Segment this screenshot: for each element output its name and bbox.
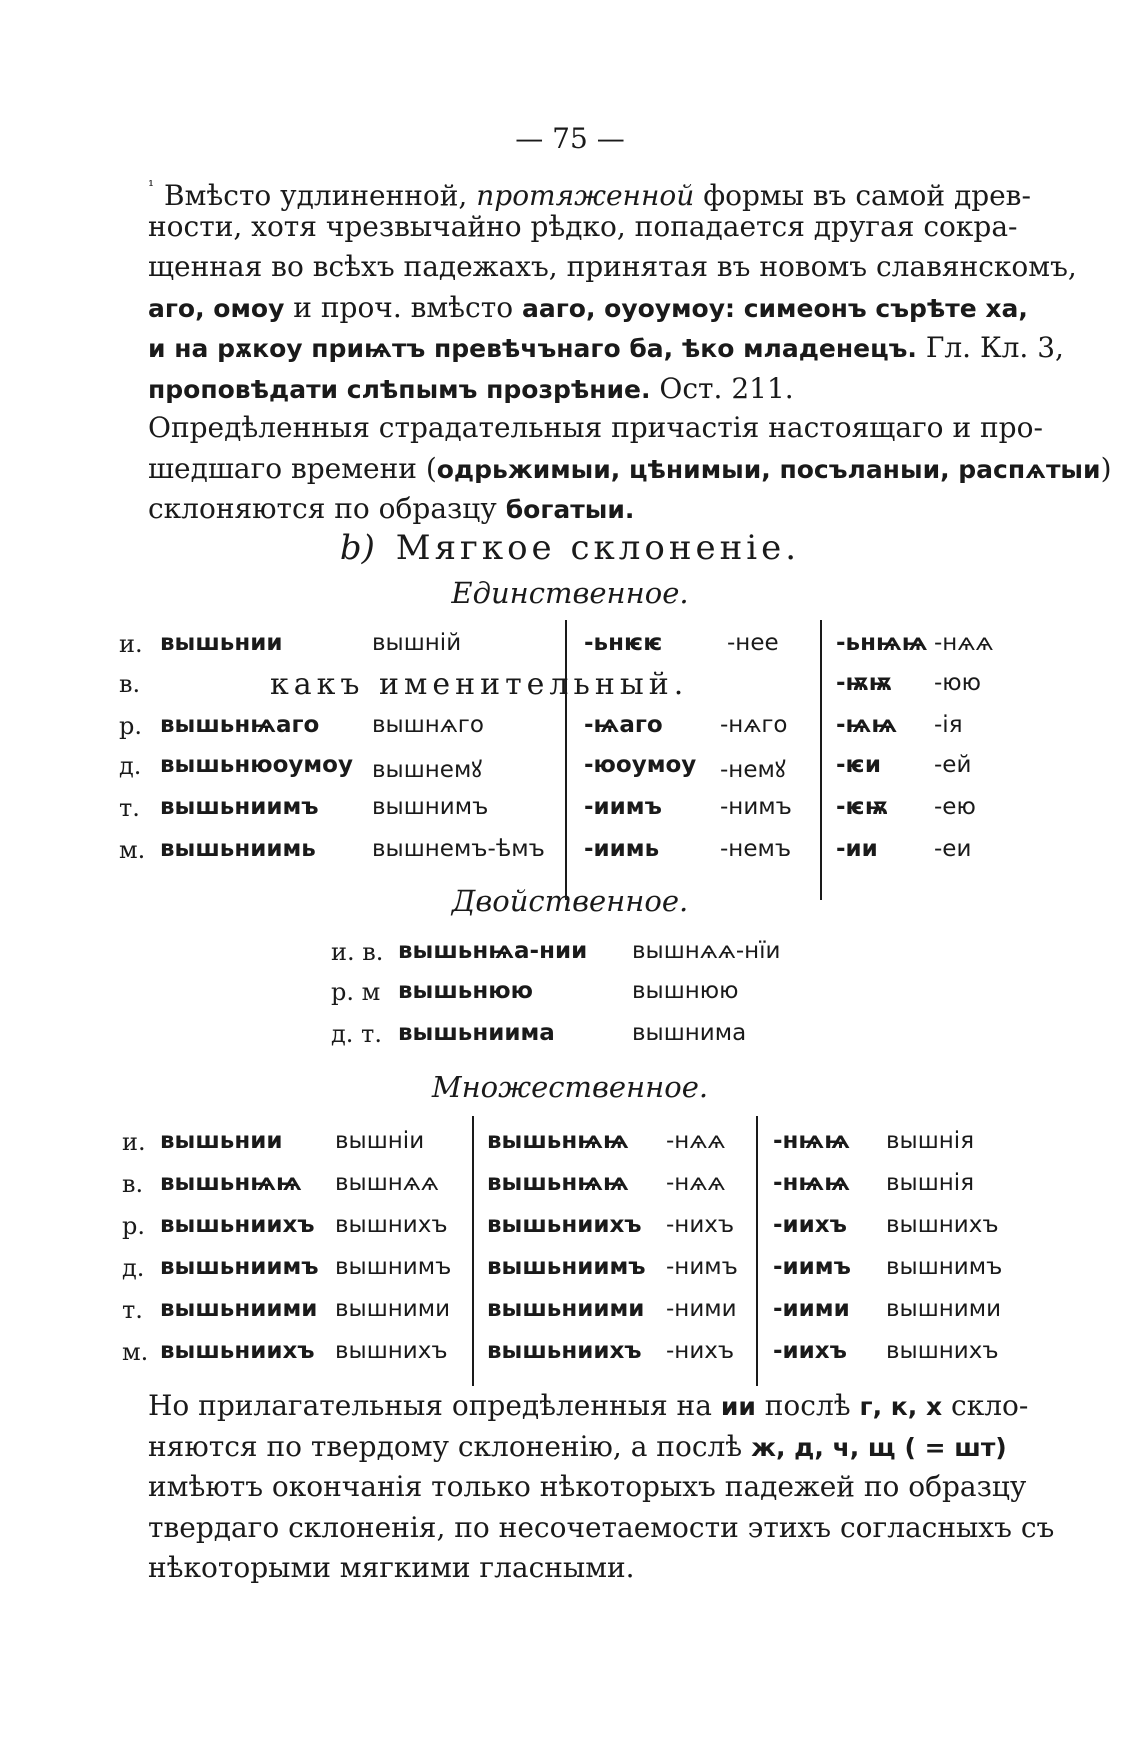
ending: -немꙋ: [720, 757, 786, 783]
modern-word: вышнѧѧ-нїи: [632, 938, 781, 964]
modern-word: вышнимa: [632, 1020, 747, 1046]
accusative-note: какъ именительный.: [270, 667, 689, 702]
modern-word: вышнихъ: [886, 1338, 999, 1364]
case-label: м.: [119, 836, 146, 864]
ending: -нѩѩ: [773, 1170, 851, 1196]
modern-word: вышними: [335, 1296, 451, 1322]
ending: -ѭѭ: [836, 670, 892, 696]
case-label: и.: [122, 1128, 146, 1156]
ending: -еи: [934, 836, 972, 862]
oldslav-word: вышьниимъ: [487, 1254, 646, 1280]
ending: -ія: [934, 712, 963, 738]
ending: -нихъ: [666, 1338, 735, 1364]
ending: -ѩаго: [584, 712, 663, 738]
case-label: р. м: [331, 978, 381, 1006]
ending: -ьнѩѩ: [836, 630, 928, 656]
case-label: д. т.: [331, 1020, 382, 1048]
ending: -нѩѩ: [773, 1128, 851, 1154]
ending: -ѥѭ: [836, 794, 889, 820]
oldslav-word: вышьнии: [160, 630, 283, 656]
ending: -ии: [836, 836, 878, 862]
ending: -иимь: [584, 836, 660, 862]
modern-word: вышніи: [335, 1128, 425, 1154]
table-divider: [565, 620, 567, 900]
oldslav-word: вышьниимъ: [160, 1254, 319, 1280]
section-title: b) Мягкое склоненіе.: [339, 528, 801, 568]
case-label: т.: [122, 1296, 143, 1324]
case-label: и. в.: [331, 938, 384, 966]
oldslav-word: вышьниими: [487, 1296, 645, 1322]
oldslav-word: вышьнии: [160, 1128, 283, 1154]
case-label: в.: [122, 1170, 144, 1198]
case-label: м.: [122, 1338, 149, 1366]
case-label: д.: [122, 1254, 145, 1282]
ending: -иихъ: [773, 1212, 847, 1238]
case-label: р.: [122, 1212, 145, 1240]
oldslav-word: вышьниихъ: [487, 1338, 642, 1364]
modern-word: вышнимъ: [886, 1254, 1003, 1280]
ending: -юю: [934, 670, 982, 696]
ending: -ѩѩ: [836, 712, 898, 738]
ending: -ними: [666, 1296, 737, 1322]
ending: -ѥи: [836, 752, 881, 778]
modern-word: вышнихъ: [886, 1212, 999, 1238]
ending: -нимъ: [666, 1254, 738, 1280]
table-divider: [756, 1116, 758, 1386]
modern-word: вышнѧѧ: [335, 1170, 439, 1196]
oldslav-word: вышьнѩѩ: [160, 1170, 302, 1196]
closing-paragraph: Но прилагательныя опредѣленныя на ии послѣ г, к, х скло- няются по твердому склоненію, а послѣ ж, д, ч, щ ( = шт) имѣютъ окончанія только нѣкоторыхъ падежей по образцу твердаго склоненія, по несочетаемости этихъ согласныхъ съ нѣкоторыми мягкими гласными.: [148, 1389, 1055, 1584]
ending: -иимъ: [773, 1254, 851, 1280]
modern-word: вышнихъ: [335, 1338, 448, 1364]
plural-heading: Множественное.: [431, 1070, 709, 1104]
case-label: и.: [119, 630, 143, 658]
ending: -юоумоу: [584, 752, 697, 778]
oldslav-word: вышьнѩѩ: [487, 1128, 629, 1154]
oldslav-word: вышьнѩѩ: [487, 1170, 629, 1196]
oldslav-word: вышьниихъ: [487, 1212, 642, 1238]
oldslav-word: вышьниихъ: [160, 1212, 315, 1238]
modern-word: вышнюю: [632, 978, 739, 1004]
table-divider: [820, 620, 822, 900]
modern-word: вышнемꙋ: [372, 757, 483, 783]
ending: -ей: [934, 752, 972, 778]
ending: -ьнѥѥ: [584, 630, 663, 656]
footnote-marker: ¹: [148, 177, 155, 195]
modern-word: вышній: [372, 630, 462, 656]
oldslav-word: вышьниимь: [160, 836, 316, 862]
ending: -иихъ: [773, 1338, 847, 1364]
modern-word: вышнемъ-ѣмъ: [372, 836, 545, 862]
singular-heading: Единственное.: [451, 576, 689, 610]
modern-word: вышнимъ: [372, 794, 489, 820]
oldslav-word: вышьнѩа-нии: [398, 938, 588, 964]
modern-word: вышнія: [886, 1170, 975, 1196]
oldslav-word: вышьниимъ: [160, 794, 319, 820]
table-divider: [472, 1116, 474, 1386]
ending: -нимъ: [720, 794, 792, 820]
oldslav-word: вышьниими: [160, 1296, 318, 1322]
modern-word: вышнія: [886, 1128, 975, 1154]
modern-word: вышнѧго: [372, 712, 484, 738]
ending: -иимъ: [584, 794, 662, 820]
ending: -нѧѧ: [666, 1128, 726, 1154]
ending: -иими: [773, 1296, 850, 1322]
case-label: д.: [119, 752, 142, 780]
oldslav-word: вышьнюоумоу: [160, 752, 353, 778]
case-label: р.: [119, 712, 142, 740]
ending: -немъ: [720, 836, 792, 862]
modern-word: вышнимъ: [335, 1254, 452, 1280]
dual-heading: Двойственное.: [451, 884, 689, 918]
ending: -нихъ: [666, 1212, 735, 1238]
ending: -нѧѧ: [666, 1170, 726, 1196]
oldslav-word: вышьниихъ: [160, 1338, 315, 1364]
oldslav-word: вышьнѩаго: [160, 712, 320, 738]
participle-paragraph: Опредѣленныя страдательныя причастія настоящаго и про- шедшаго времени (одрьжимыи, цѣнимыи, посъланыи, распѧтыи) склоняются по образцу богатыи.: [148, 411, 1112, 525]
oldslav-word: вышьниима: [398, 1020, 555, 1046]
modern-word: вышнихъ: [335, 1212, 448, 1238]
footnote-paragraph: $^{^1}$ Вмѣсто удлиненной, протяженной формы въ самой древ- ности, хотя чрезвычайно рѣдко, попадается другая сокра- щенная во всѣхъ падежахъ, принятая въ новомъ славянскомъ, аго, омоу и проч. вмѣсто ааго, оуоумоу: симеонъ сърѣте ха, и на рѫкоу приѩтъ превѣчънаго ба, ѣко младенецъ. Гл. Кл. 3, проповѣдати слѣпымъ прозрѣние. Ост. 211.: [148, 177, 1077, 405]
case-label: в.: [119, 670, 141, 698]
modern-word: вышними: [886, 1296, 1002, 1322]
oldslav-word: вышьнюю: [398, 978, 533, 1004]
ending: -нѧго: [720, 712, 788, 738]
ending: -нее: [727, 630, 779, 656]
ending: -ею: [934, 794, 976, 820]
case-label: т.: [119, 794, 140, 822]
page-number: — 75 —: [515, 122, 625, 155]
ending: -нѧѧ: [934, 630, 994, 656]
emphasis-text: протяженной: [476, 179, 695, 212]
